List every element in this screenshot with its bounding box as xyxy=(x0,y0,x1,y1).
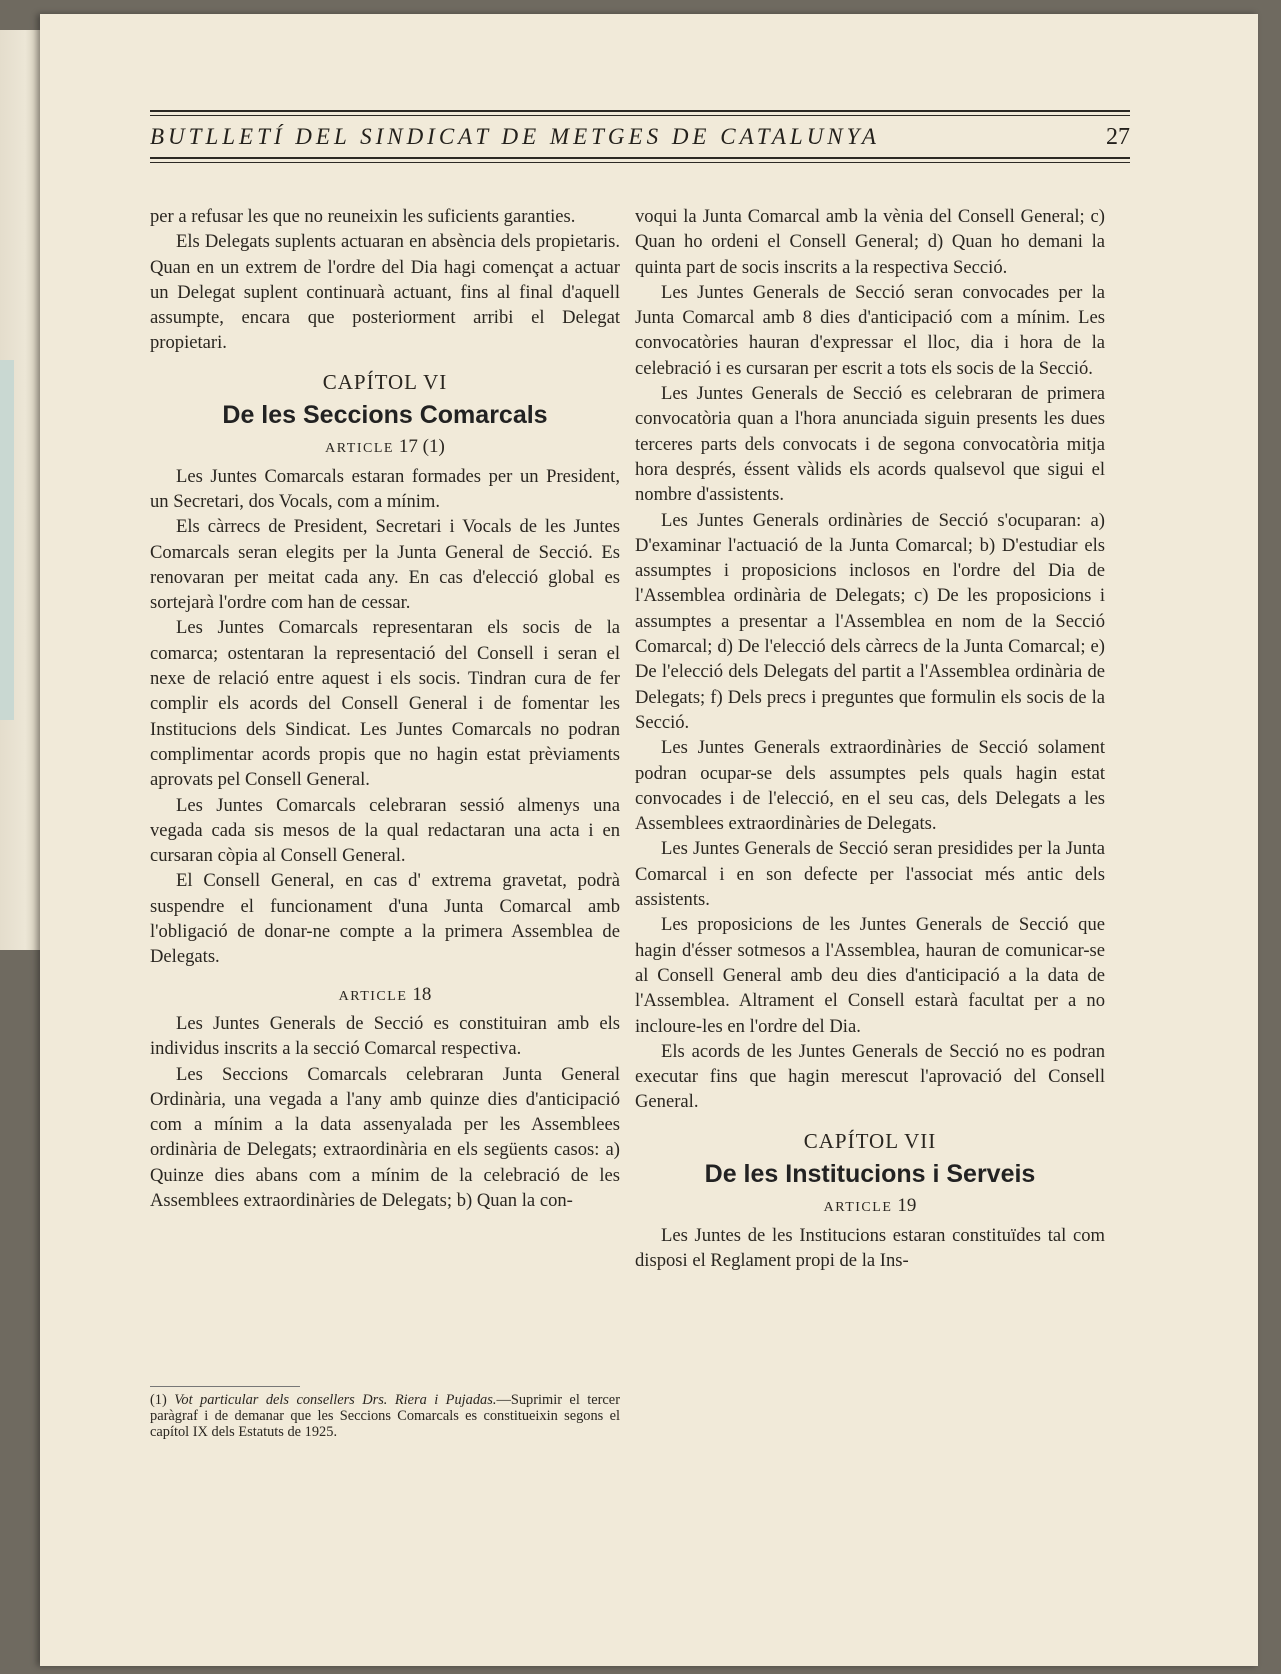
article-heading xyxy=(635,1193,1105,1220)
footnote-marker: (1) xyxy=(150,1392,167,1408)
footnote-italic: Vot particular dels consellers Drs. Riera i Pujadas. xyxy=(174,1392,497,1408)
article-heading xyxy=(150,982,620,1009)
article-number: 18 xyxy=(412,983,432,1005)
previous-page-color-stripe xyxy=(0,360,14,720)
paragraph: Les Juntes Comarcals estaran formades per un President, un Secretari, dos Vocals, com a mínim. xyxy=(150,465,620,512)
paragraph: Les Juntes Generals extraordinàries de Secció solament podran ocupar-se dels assumptes pels quals hagin estat convocades i de l'elecció, en el seu cas, dels Delegats a les Assemblees extraordinàries de Delegats. xyxy=(635,737,1105,835)
paragraph: Les Seccions Comarcals celebraran Junta General Ordinària, una vegada a l'any amb quinze dies d'anticipació com a mínim a la data assenyalada per les Assemblees ordinària de Delegats; extraordinària en els següents casos: a) Quinze dies abans com a mínim de la celebració de les Assemblees extraordinàries de Delegats; b) Quan la con- xyxy=(150,1063,620,1211)
paragraph: Les Juntes Comarcals celebraran sessió almenys una vegada cada sis mesos de la qual redactaran una acta i en cursaran còpia al Consell General. xyxy=(150,794,620,867)
footnote xyxy=(150,1392,620,1440)
footnote-rule xyxy=(150,1386,300,1387)
article-label: ARTICLE xyxy=(338,988,408,1004)
footnote-text: —Suprimir el tercer paràgraf i de demanar que les Seccions Comarcals es constitueixin segons el capítol IX dels Estatuts de 1925. xyxy=(150,1392,620,1440)
chapter-heading: CAPÍTOL VII xyxy=(803,1128,937,1153)
section-title: De les Seccions Comarcals xyxy=(222,401,548,430)
right-column xyxy=(635,204,1105,1273)
paragraph: Les Juntes Generals de Secció seran presidides per la Junta Comarcal i en son defecte per l'associat més antic dels assistents. xyxy=(635,838,1105,911)
paragraph: Les Juntes de les Institucions estaran constituïdes tal com disposi el Reglament propi de la Ins- xyxy=(635,1224,1105,1271)
article-label: ARTICLE xyxy=(325,441,394,457)
paragraph: Les Juntes Generals de Secció es constituiran amb els individus inscrits a la secció Comarcal respectiva. xyxy=(150,1012,620,1060)
running-header xyxy=(150,124,1130,151)
paragraph: Els càrrecs de President, Secretari i Vocals de les Juntes Comarcals seran elegits per la Junta General de Secció. Es renovaran per meitat cada any. En cas d'elecció global es sortejarà l'ordre com han de cessar. xyxy=(150,516,620,614)
paragraph: Els Delegats suplents actuaran en absència dels propietaris. Quan en un extrem de l'ordre del Dia hagi començat a actuar un Delegat suplent continuarà actuant, fins al final d'aquell assumpte, encara que posteriorment arribi el Delegat propietari. xyxy=(150,231,620,354)
previous-page-edge xyxy=(0,30,42,950)
paragraph: voqui la Junta Comarcal amb la vènia del Consell General; c) Quan ho ordeni el Consell General; d) Quan ho demani la quinta part de socis inscrits a la respectiva Secció. xyxy=(635,206,1105,278)
chapter-heading: CAPÍTOL VI xyxy=(322,369,448,394)
header-rule-bottom-thin xyxy=(150,162,1130,163)
document-page xyxy=(40,14,1258,1666)
left-column xyxy=(150,204,620,1213)
page-number: 27 xyxy=(1106,124,1130,150)
header-title: BUTLLETÍ DEL SINDICAT DE METGES DE CATALUNYA xyxy=(150,124,880,149)
paragraph: Les Juntes Generals de Secció es celebraran de primera convocatòria quan a l'hora anunciada siguin presents les dues terceres parts dels convocats i de segona convocatòria mitja hora després, éssent vàlids els acords qualsevol que sigui el nombre d'assistents. xyxy=(635,383,1105,506)
header-rule-bottom xyxy=(150,157,1130,159)
article-heading xyxy=(150,434,620,461)
header-rule-top-thin xyxy=(150,115,1130,116)
paragraph: El Consell General, en cas d' extrema gravetat, podrà suspendre el funcionament d'una Junta Comarcal amb l'obligació de donar-ne compte a la primera Assemblea de Delegats. xyxy=(150,870,620,968)
paragraph: Les proposicions de les Juntes Generals de Secció que hagin d'ésser sotmesos a l'Assemblea, hauran de comunicar-se al Consell General amb deu dies d'anticipació a la data de l'Assemblea. Altrament el Consell estarà facultat per a no incloure-les en l'ordre del Dia. xyxy=(635,914,1105,1037)
paragraph: Les Juntes Generals ordinàries de Secció s'ocuparan: a) D'examinar l'actuació de la Junta Comarcal; b) D'estudiar els assumptes i proposicions inclosos en l'ordre del Dia de l'Assemblea ordinària de Delegats; c) De les proposicions i assumptes a presentar a l'Assemblea en nom de la Secció Comarcal; d) De l'elecció dels càrrecs de la Junta Comarcal; e) De l'elecció dels Delegats del partit a l'Assemblea ordinària de Delegats; f) Dels precs i preguntes que formulin els socis de la Secció. xyxy=(635,509,1105,733)
article-label: ARTICLE xyxy=(823,1200,893,1216)
article-number: 19 xyxy=(897,1195,917,1217)
paragraph: per a refusar les que no reuneixin les suficients garanties. xyxy=(150,206,576,227)
paragraph: Les Juntes Generals de Secció seran convocades per la Junta Comarcal amb 8 dies d'anticipació com a mínim. Les convocatòries hauran d'expressar el lloc, dia i hora de la celebració i es cursaran per escrit a tots els socis de la Secció. xyxy=(635,281,1105,379)
paragraph: Les Juntes Comarcals representaran els socis de la comarca; ostentaran la representació del Consell i seran el nexe de relació entre aquest i els socis. Tindran cura de fer complir els acords del Consell General i de fomentar les Institucions dels Sindicat. Les Juntes Comarcals no podran complimentar acords propis que no hagin estat prèviaments aprovats pel Consell General. xyxy=(150,617,620,791)
section-title: De les Institucions i Serveis xyxy=(704,1159,1036,1188)
article-number: 17 (1) xyxy=(398,436,445,458)
header-rule-top xyxy=(150,110,1130,112)
paragraph: Els acords de les Juntes Generals de Secció no es podran executar fins que hagin merescut l'aprovació del Consell General. xyxy=(635,1040,1105,1113)
